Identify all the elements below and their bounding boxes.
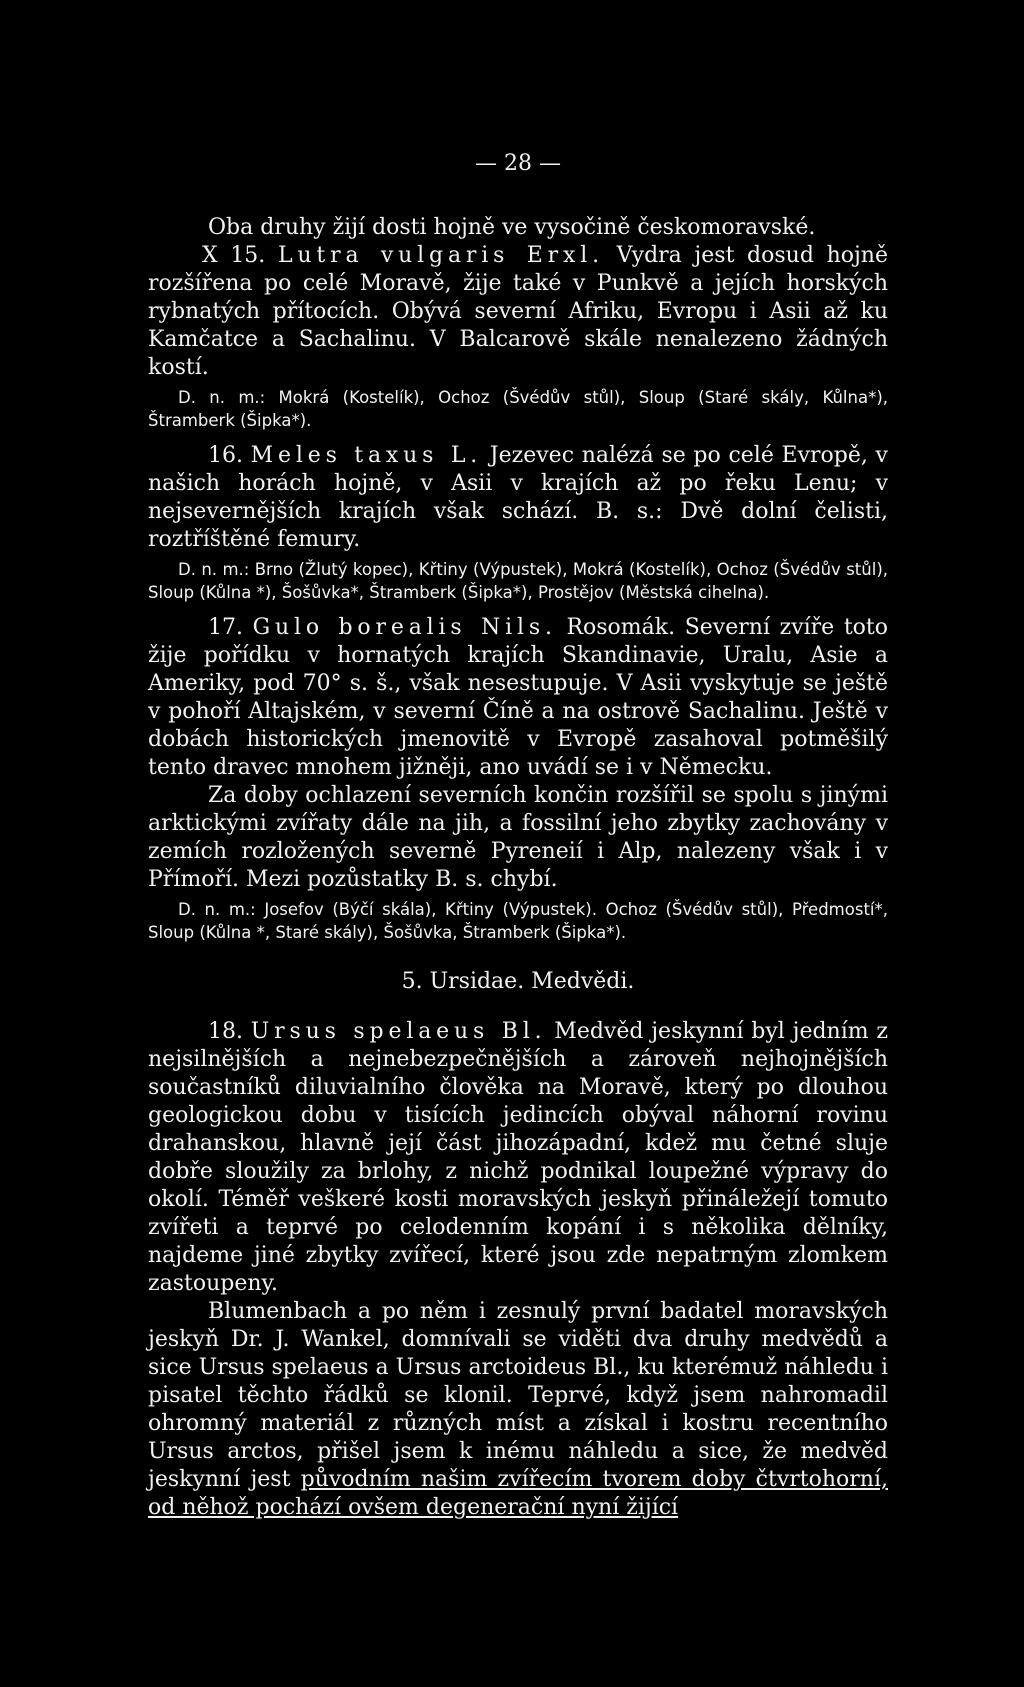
text-run: D. n. m.: Josefov (Býčí skála), Křtiny (Výpustek). Ochoz (Švédův stůl), Předmostí*, Sloup (Kůlna *, Staré skály), Šošůvka, Štramberk (Šipka*).: [148, 900, 888, 942]
text-run: Medvěd jeskynní byl jedním z nejsilnějších a nejnebezpečnějších a zároveň nejhojnějších součastníků diluvialního člověka na Moravě, který po dlouhou geologickou dobu v tisících jedincích obýval náhorní rovinu drahanskou, hlavně její část jihozápadní, kdež mu četné sluje dobře sloužily za brlohy, z nichž podnikal loupežné výpravy do okolí. Téměř veškeré kosti moravských jeskyň přináležejí tomuto zvířeti a teprvé po celodenním kopání i s několika dělníky, najdeme jiné zbytky zvířecí, které jsou zde nepatrným zlomkem zastoupeny.: [148, 1019, 888, 1296]
paragraph: [148, 614, 888, 782]
text-run: Za doby ochlazení severních končin rozšířil se spolu s jinými arktickými zvířaty dále na jih, a fossilní jeho zbytky zachovány v zemích rozložených severně Pyreneií i Alp, nalezeny však i v Přímoří. Mezi pozůstatky B. s. chybí.: [148, 783, 888, 892]
margin-mark: X: [202, 243, 231, 268]
locality-note: [148, 558, 888, 604]
species-name: Meles taxus L.: [250, 443, 483, 468]
paragraph: [148, 1018, 888, 1298]
section-heading: [148, 968, 888, 996]
text-run: Jezevec nalézá se po celé Evropě, v našich horách hojně, v Asii v krajích až po řeku Lenu; v nejsevernějších krajích však schází. B. s.: Dvě dolní čelisti, roztříštěné femury.: [148, 443, 888, 552]
text-run: Blumenbach a po něm i zesnulý první badatel moravských jeskyň Dr. J. Wankel, domnívali se viděti dva druhy medvědů a sice Ursus spelaeus a Ursus arctoideus Bl., ku kterémuž náhledu i pisatel těchto řádků se klonil. Teprvé, když jsem nahromadil ohromný materiál z různých míst a získal i kostru recentního Ursus arctos, přišel jsem k inému náhledu a sice, že medvěd jeskynní jest: [148, 1299, 888, 1492]
page-content: [148, 214, 888, 1522]
paragraph: [148, 242, 888, 382]
text-run: Rosomák. Severní zvíře toto žije pořídku v hornatých krajích Skandinavie, Uralu, Asie a Ameriky, pod 70° s. š., však nesestupuje. V Asii vyskytuje se ještě v pohoří Altajském, v severní Číně a na ostrově Sachalinu. Ještě v dobách historických jmenovitě v Evropě zasahoval potměšilý tento dravec mnohem jižněji, ano uvádí se i v Německu.: [148, 615, 888, 780]
species-name: Gulo borealis Nils.: [252, 615, 557, 640]
text-run: původním našim zvířecím tvorem doby čtvrtohorní, od něhož pochází ovšem degenerační nyní žijící: [148, 1467, 888, 1520]
text-run: 17.: [208, 615, 253, 640]
document-page: [148, 150, 888, 1522]
species-name: Ursus spelaeus Bl.: [250, 1019, 547, 1044]
text-run: D. n. m.: Brno (Žlutý kopec), Křtiny (Výpustek), Mokrá (Kostelík), Ochoz (Švédův stůl), Sloup (Kůlna *), Šošůvka*, Štramberk (Šipka*), Prostějov (Městská cihelna).: [148, 560, 888, 602]
text-run: Oba druhy žijí dosti hojně ve vysočině českomoravské.: [208, 215, 816, 240]
paragraph: [148, 1298, 888, 1522]
species-name: Lutra vulgaris Erxl.: [277, 243, 604, 268]
locality-note: [148, 898, 888, 944]
page-number: — 28 —: [475, 151, 561, 176]
paragraph: [148, 214, 888, 242]
paragraph: [148, 782, 888, 894]
locality-note: [148, 386, 888, 432]
text-run: Vydra jest dosud hojně rozšířena po celé Moravě, žije také v Punkvě a jejích horských rybnatých přítocích. Obývá severní Afriku, Evropu i Asii až ku Kamčatce a Sachalinu. V Balcarově skále nenalezeno žádných kostí.: [148, 243, 888, 380]
text-run: D. n. m.: Mokrá (Kostelík), Ochoz (Švédův stůl), Sloup (Staré skály, Kůlna*), Štramberk (Šipka*).: [148, 388, 888, 430]
text-run: 15.: [230, 243, 278, 268]
text-run: 18.: [208, 1019, 251, 1044]
text-run: 5. Ursidae. Medvědi.: [401, 969, 635, 994]
paragraph: [148, 442, 888, 554]
text-run: 16.: [208, 443, 251, 468]
